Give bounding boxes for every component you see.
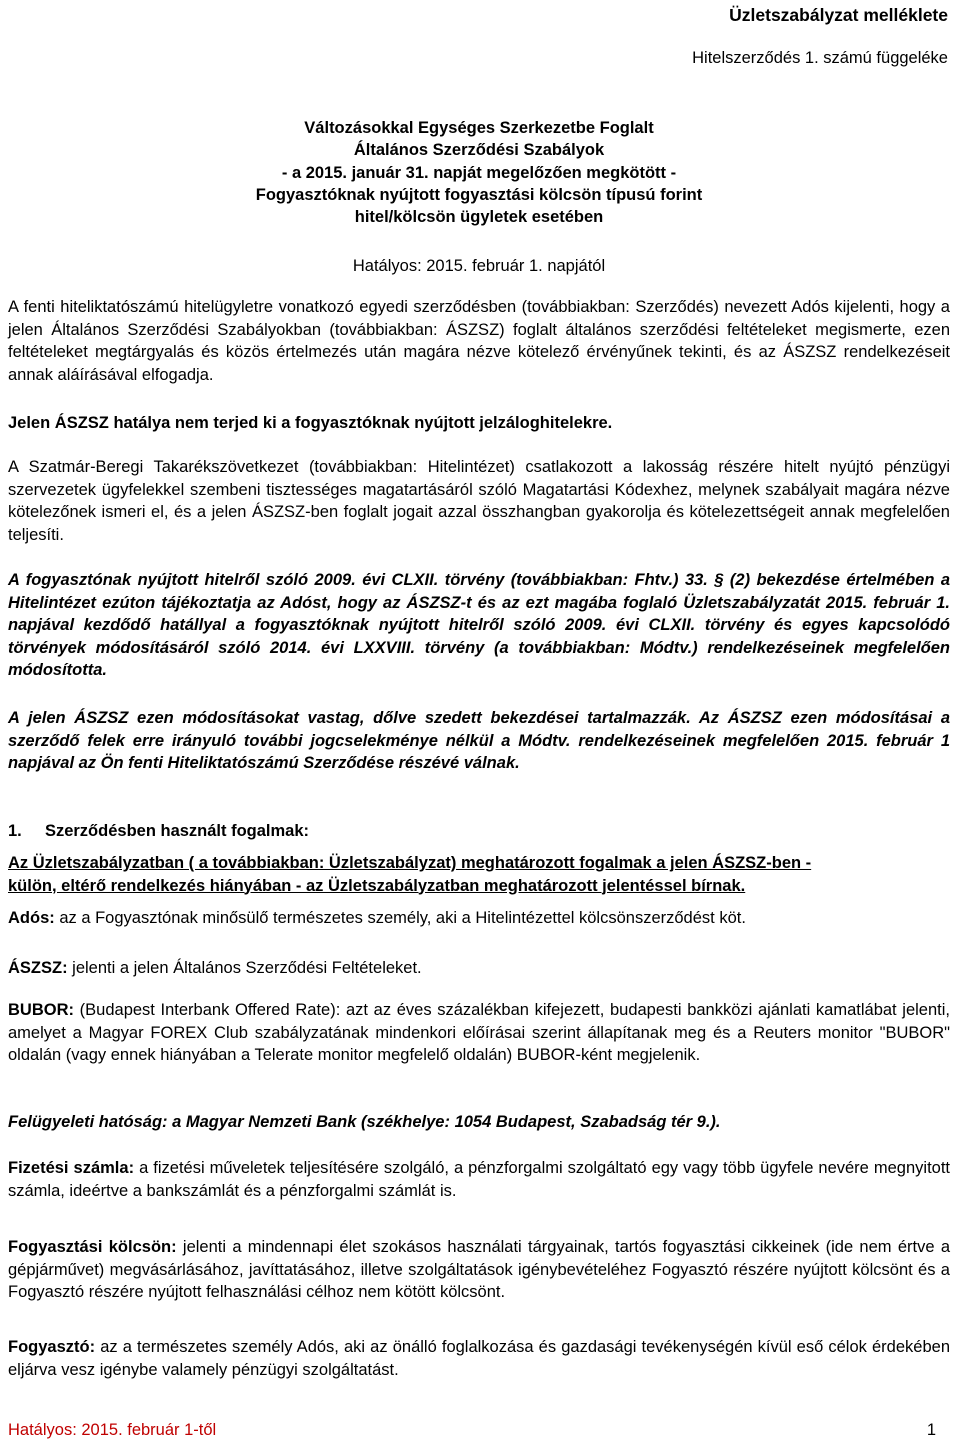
definition-text: jelenti a mindennapi élet szokásos használati tárgyainak, tartós fogyasztási cikkeinek (ide nem értve a gépjárművet) megvásárlásához, javíttatásához, illetve szolgáltatások igénybevételéhez Fogyasztó részére nyújtott kölcsönt és a Fogyasztó részére nyújtott felhasználási célhoz nem kötött kölcsönt. (8, 1238, 950, 1301)
definition-text: a fizetési műveletek teljesítésére szolgáló, a pénzforgalmi szolgáltató egy vagy több ügyfele nevére megnyitott számla, ideértve a bankszámlát és a pénzforgalmi számlát is. (8, 1159, 950, 1200)
definition-fogyaszto (8, 1336, 950, 1381)
definition-text: az a Fogyasztónak minősülő természetes személy, aki a Hitelintézettel kölcsönszerződést köt. (54, 909, 746, 927)
title-line: Általános Szerződési Szabályok (353, 141, 605, 160)
title-line: Változásokkal Egységes Szerkezetbe Foglalt (304, 119, 654, 137)
law-notice-paragraph: A fogyasztónak nyújtott hitelről szóló 2009. évi CLXII. törvény (továbbiakban: Fhtv.) 33. § (2) bekezdése értelmében a Hitelintézet ezúton tájékoztatja az Adóst, hogy az ÁSZSZ-t és az ezt magába foglaló Üzletszabályzatát 2015. február 1. napjával kezdődő hatállyal a fogyasztóknak nyújtott hitelről szóló 2009. évi CLXII. törvény és egyes kapcsolódó törvények módosításáról szóló 2014. évi LXXVIII. törvény (a továbbiakban: Módtv.) rendelkezéseinek megfelelően módosította. (8, 571, 950, 679)
footer-effective-date: Hatályos: 2015. február 1-től (8, 1421, 217, 1439)
section-intro-line: külön, eltérő rendelkezés hiányában - az Üzletszabályzatban meghatározott jelentéssel bírnak. (8, 876, 746, 895)
section-title: Szerződésben használt fogalmak: (44, 822, 310, 840)
institution-paragraph: A Szatmár-Beregi Takarékszövetkezet (továbbiakban: Hitelintézet) csatlakozott a lakosság részére hitelt nyújtó pénzügyi szervezetek ügyfelekkel szembeni tisztességes magatartásáról szóló Magatartási Kódexhez, melynek szabályait magára nézve kötelezőnek ismeri el, és a jelen ÁSZSZ-ben foglalt jogait azzal összhangban gyakorolja és kötelezettségeit annak megfelelően teljesíti. (8, 458, 950, 544)
definition-term: Fizetési számla: (8, 1159, 135, 1177)
definition-felugyeleti-hatosag (8, 1111, 950, 1134)
document-title (8, 117, 950, 228)
section-intro (8, 852, 950, 897)
definition-text: az a természetes személy Adós, aki az önálló foglalkozása és gazdasági tevékenységén kívül eső célok érdekében eljárva vesz igénybe valamely pénzügyi szolgáltatást. (8, 1338, 950, 1379)
attachment-title: Üzletszabályzat melléklete (729, 5, 948, 25)
title-line: - a 2015. január 31. napját megelőzően megkötött - (281, 163, 677, 182)
definition-bubor (8, 999, 950, 1067)
page-number: 1 (926, 1421, 936, 1439)
definition-term: Fogyasztási kölcsön: (8, 1238, 177, 1256)
definition-term: Adós: (8, 909, 55, 927)
definition-fizetesi-szamla (8, 1157, 950, 1202)
scope-paragraph: Jelen ÁSZSZ hatálya nem terjed ki a fogyasztóknak nyújtott jelzáloghitelekre. (8, 414, 613, 432)
definition-term: Fogyasztó: (8, 1338, 96, 1356)
definition-term: BUBOR: (8, 1001, 74, 1019)
section-heading (8, 820, 950, 843)
definition-aszsz (8, 957, 950, 980)
definition-text: (Budapest Interbank Offered Rate): azt az éves százalékban kifejezett, budapesti bankközi ajánlati kamatlábat jelenti, amelyet a Magyar FOREX Club szabályzatának mindenkori előírásai szerint állapítanak meg és a Reuters monitor "BUBOR" oldalán (vagy ennek hiányában a Telerate monitor megfelelő oldalán) BUBOR-ként megjelenik. (8, 1001, 950, 1064)
title-line: Fogyasztóknak nyújtott fogyasztási kölcsön típusú forint (255, 185, 703, 204)
definition-fogyasztasi-kolcson (8, 1236, 950, 1304)
effective-date: Hatályos: 2015. február 1. napjától (352, 257, 606, 275)
document-page (8, 0, 950, 1444)
definition-text: jelenti a jelen Általános Szerződési Feltételeket. (67, 959, 422, 977)
title-line: hitel/kölcsön ügyletek esetében (354, 208, 604, 227)
section-number: 1. (8, 822, 22, 840)
definition-term: Felügyeleti hatóság: (8, 1113, 168, 1131)
definition-term: ÁSZSZ: (8, 959, 68, 977)
definition-text: a Magyar Nemzeti Bank (székhelye: 1054 Budapest, Szabadság tér 9.). (167, 1113, 721, 1131)
definition-adós (8, 907, 950, 930)
intro-paragraph: A fenti hiteliktatószámú hitelügyletre vonatkozó egyedi szerződésben (továbbiakban: Szerződés) nevezett Adós kijelenti, hogy a jelen Általános Szerződési Szabályokban (továbbiakban: ÁSZSZ) foglalt általános szerződési feltételeket megismerte, ezen feltételeket megtárgyalás és közös értelmezés után magára nézve kötelező érvényűnek tekinti, és az ÁSZSZ rendelkezéseit annak aláírásával elfogadja. (8, 298, 950, 384)
section-intro-line: Az Üzletszabályzatban ( a továbbiakban: Üzletszabályzat) meghatározott fogalmak a jelen ÁSZSZ-ben - (8, 854, 812, 872)
attachment-subtitle: Hitelszerződés 1. számú függeléke (692, 49, 948, 67)
modifications-paragraph: A jelen ÁSZSZ ezen módosításokat vastag, dőlve szedett bekezdései tartalmazzák. Az ÁSZSZ ezen módosításai a szerződő felek erre irányuló további jogcselekménye nélkül a Módtv. rendelkezéseinek megfelelően 2015. február 1 napjával az Ön fenti Hiteliktatószámú Szerződése részévé válnak. (8, 709, 950, 772)
